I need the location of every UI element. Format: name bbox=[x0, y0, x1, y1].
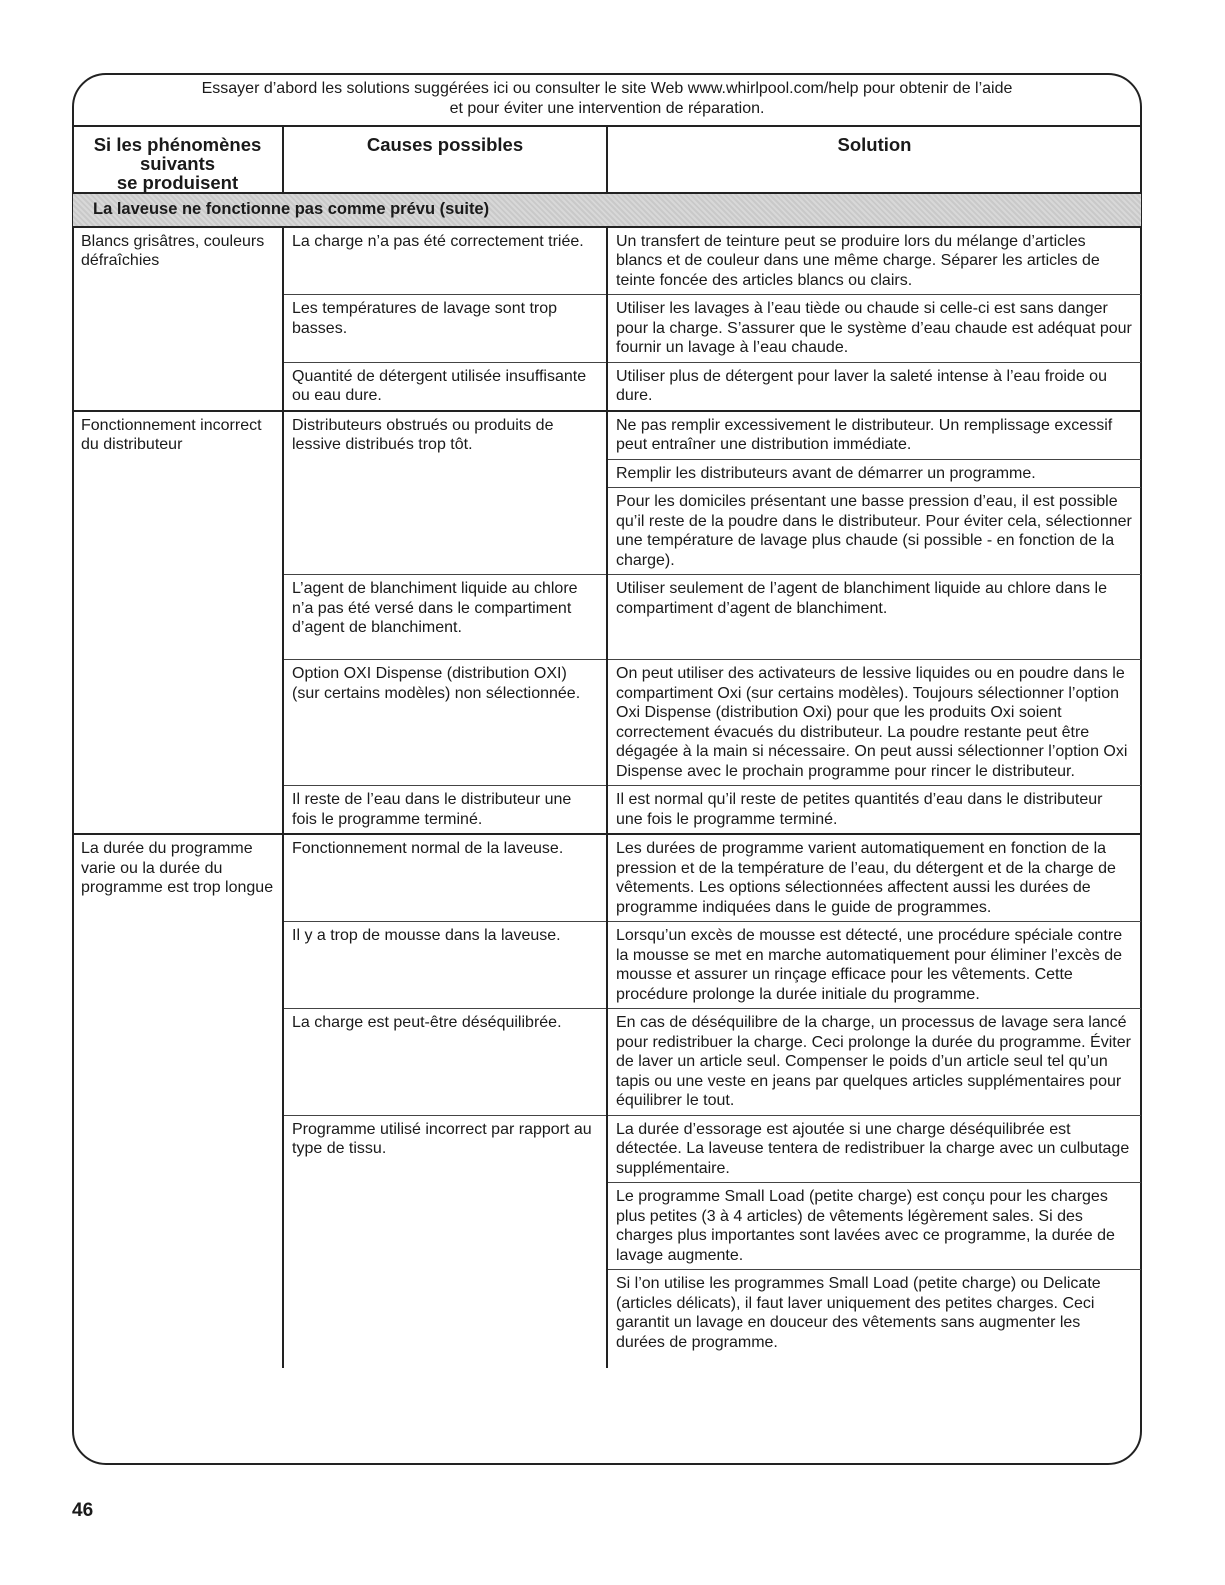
cause-cell: Programme utilisé incorrect par rapport au type de tissu. bbox=[283, 1115, 607, 1368]
intro-text bbox=[74, 79, 1140, 119]
symptom-cell: Blancs grisâtres, couleurs défraîchies bbox=[81, 232, 265, 269]
table-row bbox=[73, 227, 1141, 295]
intro-line-1: Essayer d’abord les solutions suggérées ici ou consulter le site Web www.whirlpool.com/help pour obtenir de l’aide bbox=[201, 80, 1013, 97]
solution-cell: Utiliser les lavages à l’eau tiède ou chaude si celle-ci est sans danger pour la charge. S’assurer que le système d’eau chaude est adéquat pour fournir un lavage à l’eau chaude. bbox=[607, 295, 1141, 363]
solution-cell: Utiliser plus de détergent pour laver la saleté intense à l’eau froide ou dure. bbox=[607, 362, 1141, 411]
header-row bbox=[73, 126, 1141, 193]
solution-cell: Remplir les distributeurs avant de démarrer un programme. bbox=[607, 459, 1141, 488]
header-symptoms-line-2: suivants bbox=[139, 153, 216, 174]
table-row bbox=[73, 411, 1141, 460]
cause-cell: Il reste de l’eau dans le distributeur une fois le programme terminé. bbox=[283, 786, 607, 835]
solution-cell: Le programme Small Load (petite charge) est conçu pour les charges plus petites (3 à 4 articles) de vêtements légèrement sales. Si des charges plus importantes sont lavées avec ce programme, la durée de lavage augmente. bbox=[607, 1183, 1141, 1270]
symptom-cell: La durée du programme varie ou la durée du programme est trop longue bbox=[73, 834, 283, 1368]
solution-cell: Les durées de programme varient automatiquement en fonction de la pression et de la température de l’eau, du détergent et de la charge de vêtements. Les options sélectionnées affectent aussi les durées de programme indiquées dans le guide de programmes. bbox=[607, 834, 1141, 922]
cause-cell: Les températures de lavage sont trop basses. bbox=[283, 295, 607, 363]
solution-cell: En cas de déséquilibre de la charge, un processus de lavage sera lancé pour redistribuer la charge. Ceci prolonge la durée du programme. Éviter de laver un article seul. Compenser le poids d’un article seul tel qu’un tapis ou une veste en jeans par quelques articles supplémentaires pour équilibrer le tout. bbox=[607, 1009, 1141, 1116]
solution-cell: Utiliser seulement de l’agent de blanchiment liquide au chlore dans le compartiment d’agent de blanchiment. bbox=[607, 575, 1141, 660]
header-causes: Causes possibles bbox=[283, 126, 607, 193]
solution-cell: Lorsqu’un excès de mousse est détecté, une procédure spéciale contre la mousse se met en marche automatiquement pour éliminer l’excès de mousse et assurer un rinçage efficace pour les vêtements. Cette procédure prolonge la durée initiale du programme. bbox=[607, 922, 1141, 1009]
cause-cell: Il y a trop de mousse dans la laveuse. bbox=[283, 922, 607, 1009]
symptom-cell: Fonctionnement incorrect du distributeur bbox=[73, 411, 283, 835]
header-symptoms bbox=[73, 126, 283, 193]
section-row bbox=[73, 193, 1141, 227]
table-row bbox=[73, 834, 1141, 922]
cause-cell: La charge est peut-être déséquilibrée. bbox=[283, 1009, 607, 1116]
solution-cell: Un transfert de teinture peut se produire lors du mélange d’articles blancs et de couleur dans une même charge. Séparer les articles de teinte foncée des articles blancs ou clairs. bbox=[607, 227, 1141, 295]
intro-line-2: et pour éviter une intervention de réparation. bbox=[449, 100, 765, 117]
header-symptoms-line-3: se produisent bbox=[116, 172, 239, 193]
solution-cell: Ne pas remplir excessivement le distributeur. Un remplissage excessif peut entraîner une distribution immédiate. bbox=[607, 411, 1141, 460]
cause-cell: Fonctionnement normal de la laveuse. bbox=[283, 834, 607, 922]
cause-cell: Quantité de détergent utilisée insuffisante ou eau dure. bbox=[283, 362, 607, 411]
solution-cell: La durée d’essorage est ajoutée si une charge déséquilibrée est détectée. La laveuse tentera de redistribuer la charge avec un culbutage supplémentaire. bbox=[607, 1115, 1141, 1183]
solution-cell: Il est normal qu’il reste de petites quantités d’eau dans le distributeur une fois le programme terminé. bbox=[607, 786, 1141, 835]
header-symptoms-line-1: Si les phénomènes bbox=[93, 134, 262, 155]
solution-cell: Si l’on utilise les programmes Small Load (petite charge) ou Delicate (articles délicats), il faut laver uniquement des petites charges. Ceci garantit un lavage en douceur des vêtements sans augmenter les durées de programme. bbox=[607, 1270, 1141, 1369]
cause-cell: Option OXI Dispense (distribution OXI) (sur certains modèles) non sélectionnée. bbox=[283, 660, 607, 786]
section-title: La laveuse ne fonctionne pas comme prévu (suite) bbox=[73, 193, 1141, 227]
cause-cell: L’agent de blanchiment liquide au chlore n’a pas été versé dans le compartiment d’agent de blanchiment. bbox=[283, 575, 607, 660]
troubleshooting-table bbox=[73, 125, 1141, 1368]
solution-cell: Pour les domiciles présentant une basse pression d’eau, il est possible qu’il reste de la poudre dans le distributeur. Pour éviter cela, sélectionner une température de lavage plus chaude (si possible - en fonction de la charge). bbox=[607, 488, 1141, 575]
solution-cell: On peut utiliser des activateurs de lessive liquides ou en poudre dans le compartiment Oxi (sur certains modèles). Toujours sélectionner l’option Oxi Dispense (distribution Oxi) pour que les produits Oxi soient correctement évacués du distributeur. La poudre restante peut être dégagée à la main si nécessaire. On peut aussi sélectionner l’option Oxi Dispense avec le prochain programme pour rincer le distributeur. bbox=[607, 660, 1141, 786]
cause-cell: Distributeurs obstrués ou produits de lessive distribués trop tôt. bbox=[283, 411, 607, 575]
cause-cell: La charge n’a pas été correctement triée. bbox=[283, 227, 607, 295]
header-solution: Solution bbox=[607, 126, 1141, 193]
page-number: 46 bbox=[72, 1500, 94, 1521]
